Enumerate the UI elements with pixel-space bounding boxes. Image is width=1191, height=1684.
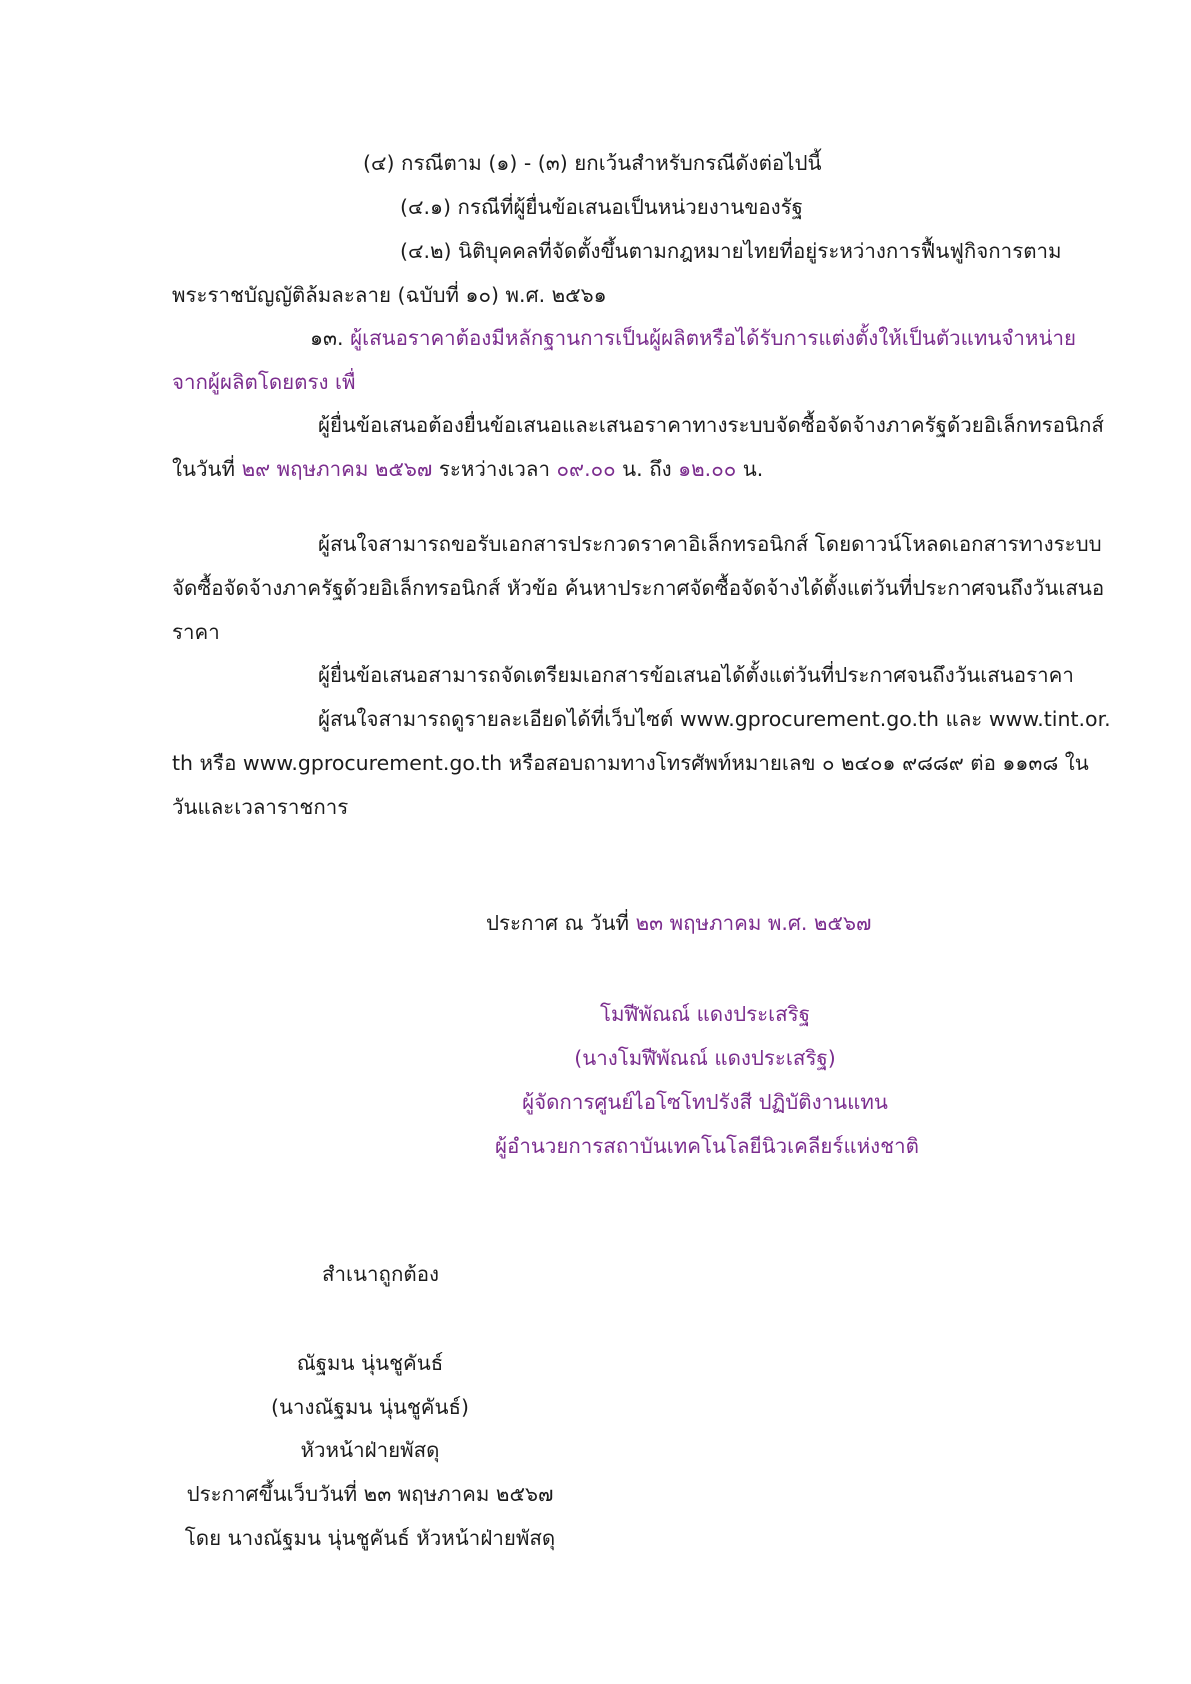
clause-13-line2: จากผู้ผลิตโดยตรง เพื่ bbox=[172, 370, 356, 394]
announce-line: ประกาศ ณ วันที่ ๒๓ พฤษภาคม พ.ศ. ๒๕๖๗ bbox=[486, 911, 872, 935]
signatory-position1: ผู้จัดการศูนย์ไอโซโทปรังสี ปฏิบัติงานแทน bbox=[522, 1090, 888, 1114]
submission-time-from: ๐๙.๐๐ bbox=[556, 457, 616, 481]
download-line2: จัดซื้อจัดจ้างภาครัฐด้วยอิเล็กทรอนิกส์ หัวข้อ ค้นหาประกาศจัดซื้อจัดจ้างได้ตั้งแต่วันที่ประกาศจนถึงวันเสนอ bbox=[172, 576, 1105, 600]
signatory-name: (นางโมฬีพัณณ์ แดงประเสริฐ) bbox=[574, 1046, 836, 1070]
submission-time-to: ๑๒.๐๐ bbox=[678, 457, 737, 481]
contact-line2: th หรือ www.gprocurement.go.th หรือสอบถามทางโทรศัพท์หมายเลข ๐ ๒๔๐๑ ๙๘๘๙ ต่อ ๑๑๓๘ ใน bbox=[172, 751, 1089, 775]
submission-date: ๒๙ พฤษภาคม ๒๕๖๗ bbox=[241, 457, 433, 481]
certified-by: โดย นางณัฐมน นุ่นชูคันธ์ หัวหน้าฝ่ายพัสดุ bbox=[184, 1526, 556, 1550]
certified-position: หัวหน้าฝ่ายพัสดุ bbox=[300, 1438, 440, 1462]
clause-4-2-line2: พระราชบัญญัติล้มละลาย (ฉบับที่ ๑๐) พ.ศ. ๒๕๖๑ bbox=[172, 283, 607, 307]
download-line1: ผู้สนใจสามารถขอรับเอกสารประกวดราคาอิเล็กทรอนิกส์ โดยดาวน์โหลดเอกสารทางระบบ bbox=[318, 532, 1102, 556]
announce-date: ๒๓ พฤษภาคม พ.ศ. ๒๕๖๗ bbox=[635, 911, 872, 935]
signatory-position2: ผู้อำนวยการสถาบันเทคโนโลยีนิวเคลียร์แห่งชาติ bbox=[495, 1134, 919, 1158]
clause-4-2-line1: (๔.๒) นิติบุคคลที่จัดตั้งขึ้นตามกฎหมายไทยที่อยู่ระหว่างการฟื้นฟูกิจการตาม bbox=[400, 239, 1062, 263]
prepare-line: ผู้ยื่นข้อเสนอสามารถจัดเตรียมเอกสารข้อเสนอได้ตั้งแต่วันที่ประกาศจนถึงวันเสนอราคา bbox=[318, 663, 1074, 687]
certified-label: สำเนาถูกต้อง bbox=[322, 1262, 440, 1286]
clause-13-line1 bbox=[310, 327, 1076, 350]
clause-4-1: (๔.๑) กรณีที่ผู้ยื่นข้อเสนอเป็นหน่วยงานของรัฐ bbox=[400, 195, 803, 219]
certified-signature: ณัฐมน นุ่นชูคันธ์ bbox=[296, 1351, 444, 1375]
clause-4-intro: (๔) กรณีตาม (๑) - (๓) ยกเว้นสำหรับกรณีดังต่อไปนี้ bbox=[363, 151, 822, 175]
submission-line2: ในวันที่ ๒๙ พฤษภาคม ๒๕๖๗ ระหว่างเวลา ๐๙.๐๐ น. ถึง ๑๒.๐๐ น. bbox=[172, 457, 764, 481]
clause-13-text: ผู้เสนอราคาต้องมีหลักฐานการเป็นผู้ผลิตหรือได้รับการแต่งตั้งให้เป็นตัวแทนจำหน่าย bbox=[350, 326, 1076, 350]
contact-line1: ผู้สนใจสามารถดูรายละเอียดได้ที่เว็บไซต์ www.gprocurement.go.th และ www.tint.or. bbox=[318, 707, 1111, 731]
signatory-signature: โมฬีพัณณ์ แดงประเสริฐ bbox=[599, 1002, 810, 1026]
certified-posted: ประกาศขึ้นเว็บวันที่ ๒๓ พฤษภาคม ๒๕๖๗ bbox=[186, 1482, 554, 1506]
contact-line3: วันและเวลาราชการ bbox=[172, 795, 349, 819]
download-line3: ราคา bbox=[172, 620, 220, 644]
clause-13-number: ๑๓. bbox=[310, 326, 344, 350]
certified-name: (นางณัฐมน นุ่นชูคันธ์) bbox=[270, 1395, 470, 1419]
submission-line1: ผู้ยื่นข้อเสนอต้องยื่นข้อเสนอและเสนอราคาทางระบบจัดซื้อจัดจ้างภาครัฐด้วยอิเล็กทรอนิกส์ bbox=[318, 413, 1104, 437]
